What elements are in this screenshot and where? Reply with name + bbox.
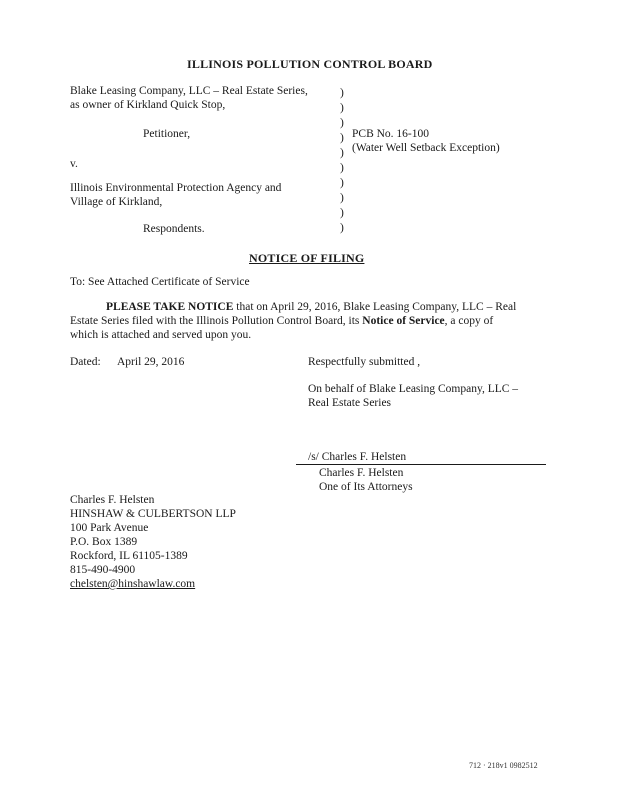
behalf-line-2: Real Estate Series — [308, 397, 392, 409]
electronic-signature: /s/ Charles F. Helsten — [308, 451, 407, 463]
to-line: To: See Attached Certificate of Service — [70, 276, 250, 288]
paren-5: ) — [340, 147, 344, 159]
please-take-notice: PLEASE TAKE NOTICE — [106, 301, 234, 313]
para-text-1: that on April 29, 2016, Blake Leasing Company, LLC – Real — [233, 301, 517, 313]
case-type: (Water Well Setback Exception) — [352, 142, 500, 154]
paren-2: ) — [340, 102, 344, 114]
contact-po-box: P.O. Box 1389 — [70, 536, 138, 548]
para-text-2a: Estate Series filed with the Illinois Pollution Control Board, its — [70, 315, 363, 327]
contact-city: Rockford, IL 61105-1389 — [70, 550, 188, 562]
paren-8: ) — [340, 192, 344, 204]
petitioner-role: Petitioner, — [143, 128, 191, 140]
paren-6: ) — [340, 162, 344, 174]
dated-value: April 29, 2016 — [117, 356, 185, 368]
para-text-2b: , a copy of — [444, 315, 494, 327]
paren-3: ) — [340, 117, 344, 129]
contact-street: 100 Park Avenue — [70, 522, 149, 534]
document-id: 712 · 218v1 0982512 — [469, 761, 538, 770]
contact-email-link[interactable]: chelsten@hinshawlaw.com — [70, 578, 196, 590]
petitioner-line-2: as owner of Kirkland Quick Stop, — [70, 99, 226, 111]
petitioner-line-1: Blake Leasing Company, LLC – Real Estate Series, — [70, 85, 308, 97]
paren-4: ) — [340, 132, 344, 144]
signer-name: Charles F. Helsten — [319, 467, 404, 479]
notice-paragraph-line-1 — [106, 300, 516, 314]
respectfully-submitted: Respectfully submitted , — [308, 356, 421, 368]
signature-line — [296, 464, 546, 465]
respondent-line-2: Village of Kirkland, — [70, 196, 163, 208]
contact-name: Charles F. Helsten — [70, 494, 155, 506]
notice-of-service: Notice of Service — [362, 315, 445, 327]
notice-heading: NOTICE OF FILING — [249, 251, 365, 265]
notice-paragraph-line-2 — [70, 314, 493, 328]
respondent-line-1: Illinois Environmental Protection Agency and — [70, 182, 282, 194]
contact-firm: HINSHAW & CULBERTSON LLP — [70, 508, 236, 520]
signer-role: One of Its Attorneys — [319, 481, 413, 493]
versus-label: v. — [70, 158, 78, 170]
case-number: PCB No. 16-100 — [352, 128, 429, 140]
respondent-role: Respondents. — [143, 223, 205, 235]
paren-10: ) — [340, 222, 344, 234]
notice-paragraph-line-3: which is attached and served upon you. — [70, 329, 252, 341]
document-title: ILLINOIS POLLUTION CONTROL BOARD — [187, 57, 433, 71]
behalf-line-1: On behalf of Blake Leasing Company, LLC – — [308, 383, 519, 395]
paren-7: ) — [340, 177, 344, 189]
contact-phone: 815-490-4900 — [70, 564, 136, 576]
dated-label: Dated: — [70, 356, 101, 368]
paren-1: ) — [340, 87, 344, 99]
paren-9: ) — [340, 207, 344, 219]
caption-parentheses — [340, 86, 344, 236]
